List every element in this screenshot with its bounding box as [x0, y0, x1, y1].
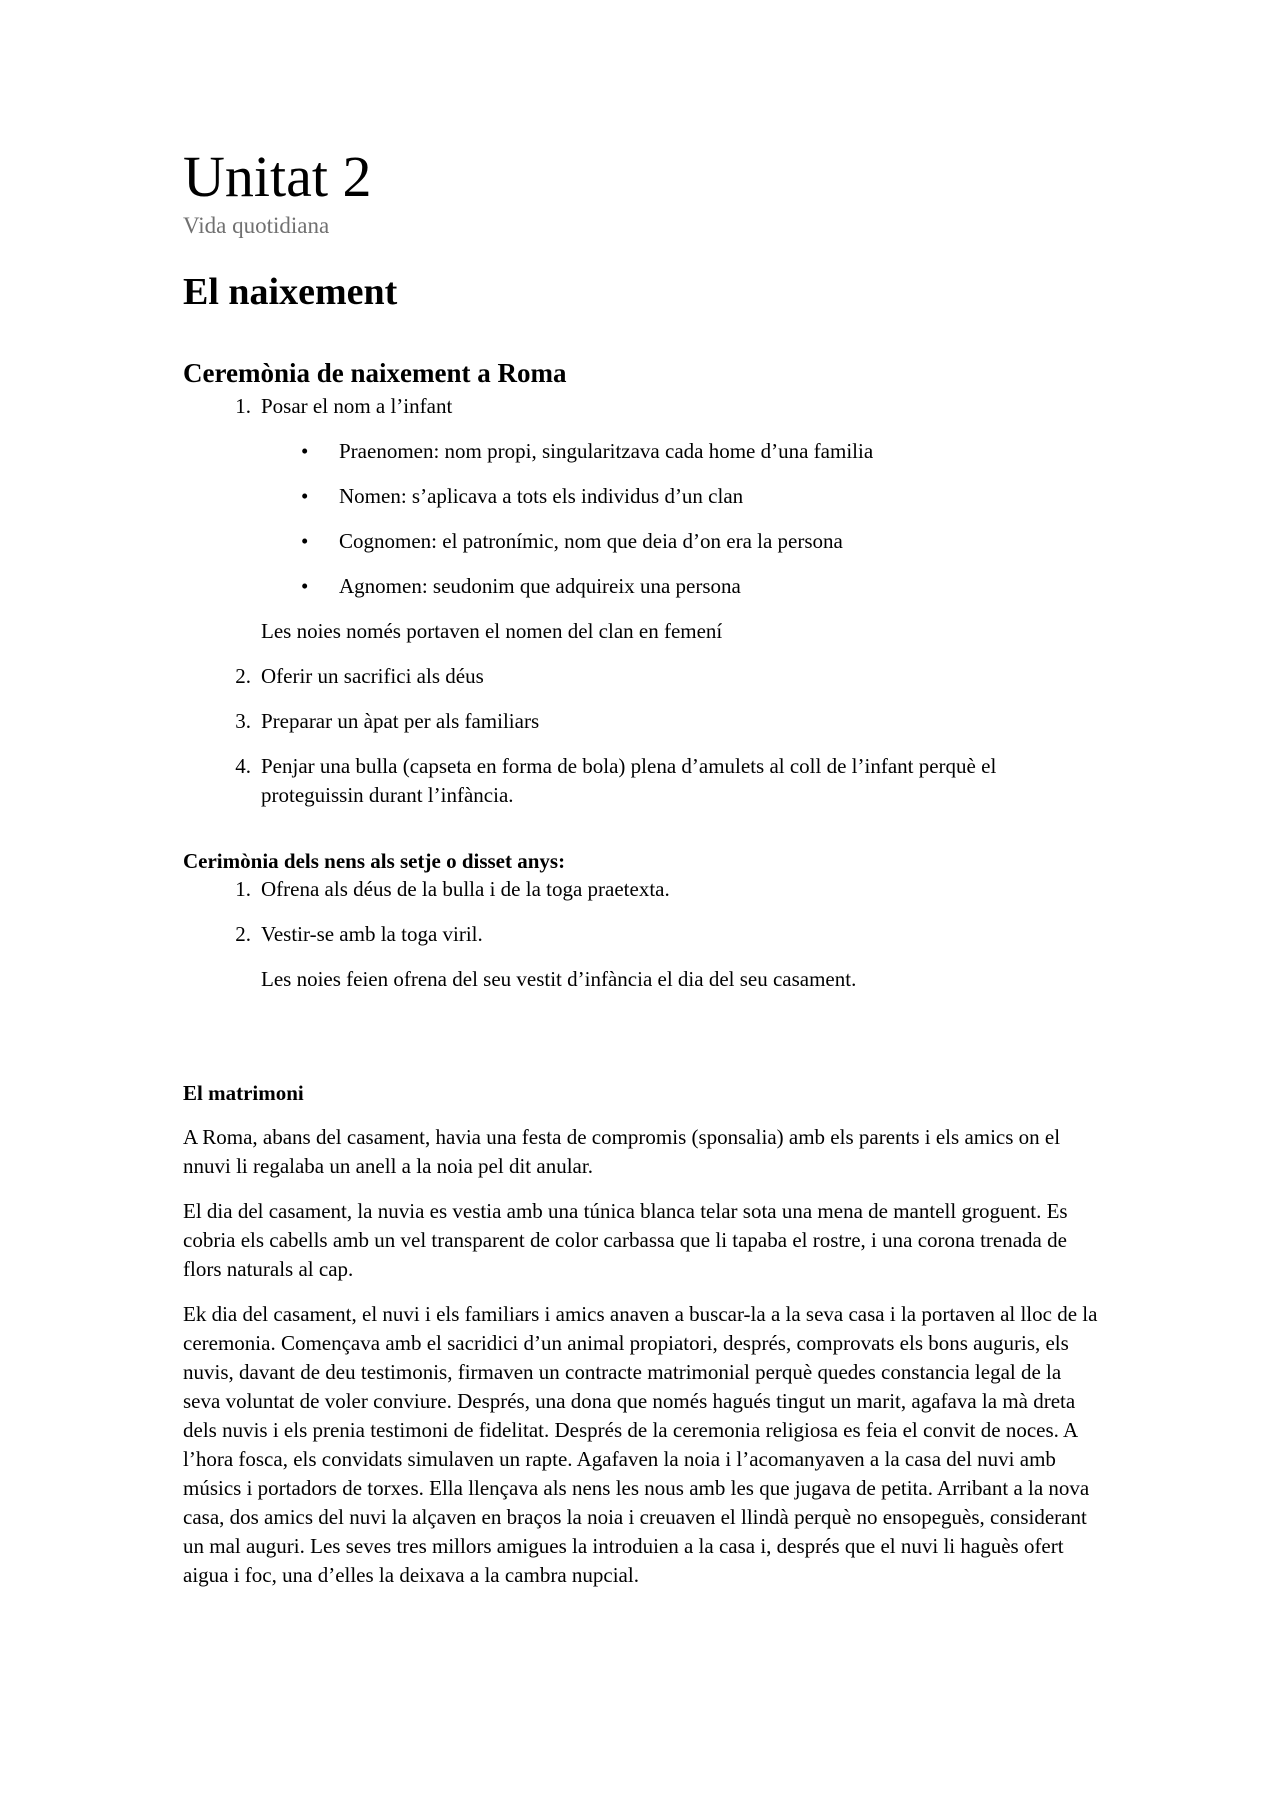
- youth-ceremony-list: [235, 875, 1103, 994]
- marriage-paragraph: A Roma, abans del casament, havia una festa de compromis (sponsalia) amb els parents i els amics on el nnuvi li regalaba un anell a la noia pel dit anular.: [183, 1125, 1061, 1179]
- list-item-text: Vestir-se amb la toga viril.: [261, 921, 483, 946]
- bullet-icon: •: [301, 438, 309, 463]
- bullet-item: [301, 572, 1103, 601]
- unit-title: Unitat 2: [183, 144, 372, 209]
- bullet-icon: •: [301, 483, 309, 508]
- names-note: Les noies només portaven el nomen del clan en femení: [261, 618, 723, 643]
- list-item: [235, 920, 1103, 949]
- bullet-icon: •: [301, 573, 309, 598]
- bullet-icon: •: [301, 528, 309, 553]
- list-item-text: Preparar un àpat per als familiars: [261, 708, 540, 733]
- marriage-paragraph: El dia del casament, la nuvia es vestia amb una túnica blanca telar sota una mena de mantell groguent. Es cobria els cabells amb un vel transparent de color carbassa que li tapaba el rostre, i una corona trenada de flors naturals al cap.: [183, 1199, 1068, 1282]
- youth-note: Les noies feien ofrena del seu vestit d’infància el dia del seu casament.: [261, 966, 857, 991]
- document-page: [183, 144, 1103, 1590]
- list-number: 2.: [235, 921, 251, 946]
- marriage-paragraph: Ek dia del casament, el nuvi i els familiars i amics anaven a buscar-la a la seva casa i la portaven al lloc de la ceremonia. Començava amb el sacridici d’un animal propiatori, després, comprovats els bons auguris, els nuvis, davant de deu testimonis, firmaven un contracte matrimonial perquè quedes constancia legal de la seva voluntat de voler conviure. Després, una dona que només hagués tingut un marit, agafava la mà dreta dels nuvis i els prenia testimoni de fidelitat. Després de la ceremonia religiosa es feia el convit de noces. A l’hora fosca, els convidats simulaven un rapte. Agafaven la noia i l’acomanyaven a la casa del nuvi amb músics i portadors de torxes. Ella llençava als nens les nous amb les que jugava de petita. Arribant a la nova casa, dos amics del nuvi la alçaven en braços la noia i creuaven el llindà perquè no ensopeguès, considerant un mal auguri. Les seves tres millors amigues la introduien a la casa i, després que el nuvi li haguès ofert aigua i foc, una d’elles la deixava a la cambra nupcial.: [183, 1302, 1098, 1588]
- bullet-item: [301, 482, 1103, 511]
- bullet-item: [301, 437, 1103, 466]
- list-item: [235, 752, 1103, 810]
- section-heading: El naixement: [183, 270, 398, 313]
- list-item: [235, 662, 1103, 691]
- list-number: 1.: [235, 393, 251, 418]
- list-number: 2.: [235, 663, 251, 688]
- list-number: 3.: [235, 708, 251, 733]
- list-item-text: Ofrena als déus de la bulla i de la toga praetexta.: [261, 876, 670, 901]
- list-item-text: Penjar una bulla (capseta en forma de bola) plena d’amulets al coll de l’infant perquè el proteguissin durant l’infància.: [261, 753, 997, 807]
- list-item: [235, 392, 1103, 421]
- list-item-text: Posar el nom a l’infant: [261, 393, 453, 418]
- list-number: 1.: [235, 876, 251, 901]
- bullet-item-text: Agnomen: seudonim que adquireix una persona: [339, 573, 741, 598]
- list-number: 4.: [235, 753, 251, 778]
- list-item-text: Oferir un sacrifici als déus: [261, 663, 484, 688]
- marriage-heading: El matrimoni: [183, 1080, 304, 1105]
- subsection-heading: Ceremònia de naixement a Roma: [183, 358, 567, 389]
- bullet-item-text: Praenomen: nom propi, singularitzava cada home d’una familia: [339, 438, 874, 463]
- names-bullet-list: [301, 437, 1103, 601]
- list-item: [235, 875, 1103, 904]
- list-item: [235, 707, 1103, 736]
- unit-subtitle: Vida quotidiana: [183, 213, 330, 238]
- birth-ceremony-list: [235, 392, 1103, 810]
- bullet-item: [301, 527, 1103, 556]
- youth-ceremony-heading: Cerimònia dels nens als setje o disset anys:: [183, 848, 566, 873]
- bullet-item-text: Nomen: s’aplicava a tots els individus d’un clan: [339, 483, 744, 508]
- bullet-item-text: Cognomen: el patronímic, nom que deia d’on era la persona: [339, 528, 843, 553]
